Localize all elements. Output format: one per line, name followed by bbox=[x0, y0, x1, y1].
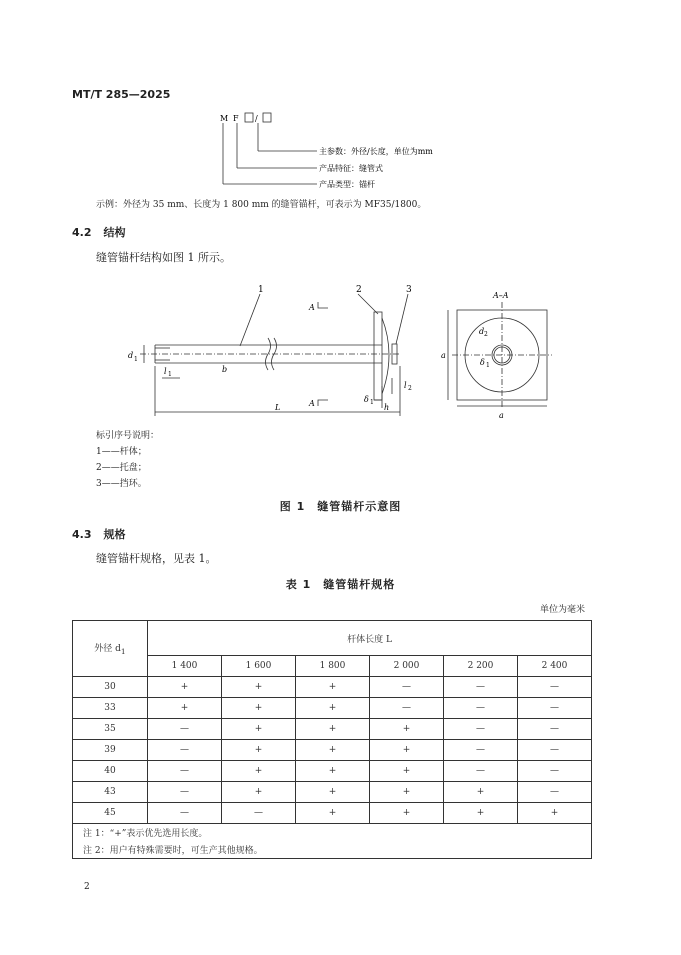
callout-3: 3 bbox=[406, 285, 412, 295]
table-cell-diameter: 43 bbox=[73, 782, 148, 803]
table-cell: + bbox=[222, 782, 296, 803]
table-cell: + bbox=[222, 740, 296, 761]
label-delta1-section-sub: 1 bbox=[486, 362, 490, 369]
callout-2: 2 bbox=[356, 285, 362, 295]
example-paragraph bbox=[96, 197, 426, 210]
table-note-2: 注 2：用户有特殊需要时，可生产其他规格。 bbox=[73, 841, 592, 859]
standard-number: MT/T 285—2025 bbox=[72, 88, 171, 101]
table-cell: — bbox=[444, 677, 518, 698]
table-cell: + bbox=[370, 761, 444, 782]
table-length-header: 2 400 bbox=[518, 656, 592, 677]
table-cell: — bbox=[444, 761, 518, 782]
table-cell: + bbox=[444, 803, 518, 824]
model-line-feature: 产品特征：缝管式 bbox=[319, 164, 383, 173]
section-number: 4.2 bbox=[72, 226, 92, 239]
label-l1-sub: 1 bbox=[168, 371, 172, 378]
table-cell: — bbox=[518, 761, 592, 782]
table-cell: + bbox=[518, 803, 592, 824]
label-b: b bbox=[222, 365, 228, 374]
label-l2-sub: 2 bbox=[408, 385, 412, 392]
legend-item: 2——托盘； bbox=[96, 463, 147, 473]
label-d1-sub: 1 bbox=[134, 356, 138, 363]
table-length-header: 2 200 bbox=[444, 656, 518, 677]
model-line-main-param: 主参数：外径/长度，单位为mm bbox=[319, 147, 433, 156]
table-cell: — bbox=[518, 677, 592, 698]
label-a-bottom: a bbox=[499, 411, 504, 420]
table-cell-diameter: 45 bbox=[73, 803, 148, 824]
table-cell: + bbox=[296, 761, 370, 782]
table-cell: — bbox=[444, 719, 518, 740]
label-d2: d bbox=[479, 327, 485, 336]
table-length-header: 1 600 bbox=[222, 656, 296, 677]
model-letter-f: F bbox=[233, 114, 239, 123]
figure-1-drawing bbox=[100, 282, 560, 428]
table-row bbox=[73, 719, 592, 740]
table-caption: 表 1 缝管锚杆规格 bbox=[285, 578, 396, 591]
table-cell: + bbox=[296, 740, 370, 761]
table-cell: + bbox=[296, 719, 370, 740]
table-cell: — bbox=[444, 740, 518, 761]
label-d2-sub: 2 bbox=[484, 331, 488, 338]
table-cell: + bbox=[370, 782, 444, 803]
table-cell: + bbox=[222, 719, 296, 740]
table-cell: + bbox=[296, 677, 370, 698]
table-cell: + bbox=[296, 803, 370, 824]
section-4-2-text: 缝管锚杆结构如图 1 所示。 bbox=[96, 251, 231, 264]
table-cell-diameter: 35 bbox=[73, 719, 148, 740]
table-note-1: 注 1：“+”表示优先选用长度。 bbox=[73, 824, 592, 842]
section-title: 结构 bbox=[103, 226, 126, 239]
section-mark-bottom: A bbox=[309, 399, 315, 408]
table-length-header: 2 000 bbox=[370, 656, 444, 677]
page-number: 2 bbox=[84, 882, 90, 892]
label-delta1-section: δ bbox=[480, 358, 485, 367]
table-cell: — bbox=[518, 740, 592, 761]
table-cell: — bbox=[370, 677, 444, 698]
table-cell: — bbox=[222, 803, 296, 824]
table-cell: + bbox=[370, 803, 444, 824]
table-col-header-diameter: 外径 $d_1$ bbox=[73, 621, 148, 677]
table-cell-diameter: 40 bbox=[73, 761, 148, 782]
example-label: 示例： bbox=[96, 200, 124, 210]
table-cell: — bbox=[148, 782, 222, 803]
model-line-type: 产品类型：锚杆 bbox=[319, 180, 375, 189]
table-unit: 单位为毫米 bbox=[540, 605, 586, 615]
table-group-header-length: 杆体长度 L bbox=[148, 621, 592, 656]
label-h: h bbox=[384, 403, 390, 412]
label-d1: d bbox=[128, 351, 134, 360]
table-cell-diameter: 33 bbox=[73, 698, 148, 719]
table-cell: + bbox=[370, 740, 444, 761]
example-text: 外径为 35 mm、长度为 1 800 mm 的缝管锚杆，可表示为 MF35/1800。 bbox=[123, 200, 427, 210]
model-code-diagram bbox=[215, 108, 475, 194]
label-a-side: a bbox=[441, 351, 446, 360]
table-row bbox=[73, 761, 592, 782]
table-cell: + bbox=[444, 782, 518, 803]
figure-legend bbox=[96, 428, 159, 492]
model-letter-m: M bbox=[220, 114, 229, 123]
table-cell: — bbox=[444, 698, 518, 719]
table-cell: — bbox=[518, 698, 592, 719]
table-length-header: 1 800 bbox=[296, 656, 370, 677]
table-cell: — bbox=[518, 782, 592, 803]
section-4-3-heading bbox=[72, 526, 126, 542]
section-4-2-heading bbox=[72, 224, 126, 240]
spec-table bbox=[72, 620, 592, 859]
section-4-3-text: 缝管锚杆规格，见表 1。 bbox=[96, 552, 217, 565]
label-delta: δ bbox=[364, 395, 369, 404]
table-length-row bbox=[73, 656, 592, 677]
table-cell: — bbox=[148, 719, 222, 740]
table-cell: + bbox=[222, 698, 296, 719]
label-l2: l bbox=[404, 381, 407, 390]
table-cell: — bbox=[148, 761, 222, 782]
legend-title: 标引序号说明： bbox=[96, 431, 160, 441]
table-cell: + bbox=[370, 719, 444, 740]
section-number: 4.3 bbox=[72, 528, 92, 541]
table-cell: — bbox=[148, 803, 222, 824]
legend-item: 3——挡环。 bbox=[96, 479, 147, 489]
label-delta-sub: 1 bbox=[370, 399, 374, 406]
section-mark-top: A bbox=[309, 303, 315, 312]
table-cell-diameter: 39 bbox=[73, 740, 148, 761]
table-row bbox=[73, 803, 592, 824]
table-cell: + bbox=[296, 782, 370, 803]
table-cell: — bbox=[148, 740, 222, 761]
table-cell: + bbox=[296, 698, 370, 719]
table-cell: + bbox=[222, 761, 296, 782]
table-row bbox=[73, 782, 592, 803]
section-title: A–A bbox=[493, 291, 509, 300]
section-title: 规格 bbox=[103, 528, 126, 541]
table-cell: + bbox=[222, 677, 296, 698]
figure-caption: 图 1 缝管锚杆示意图 bbox=[279, 500, 402, 513]
model-slash: / bbox=[255, 114, 258, 123]
table-cell: — bbox=[370, 698, 444, 719]
table-row bbox=[73, 698, 592, 719]
table-length-header: 1 400 bbox=[148, 656, 222, 677]
table-cell-diameter: 30 bbox=[73, 677, 148, 698]
table-cell: + bbox=[148, 698, 222, 719]
table-cell: — bbox=[518, 719, 592, 740]
legend-item: 1——杆体； bbox=[96, 447, 147, 457]
table-row bbox=[73, 740, 592, 761]
table-row bbox=[73, 677, 592, 698]
table-cell: + bbox=[148, 677, 222, 698]
label-L: L bbox=[275, 403, 281, 412]
callout-1: 1 bbox=[258, 285, 264, 295]
label-l1: l bbox=[164, 367, 167, 376]
